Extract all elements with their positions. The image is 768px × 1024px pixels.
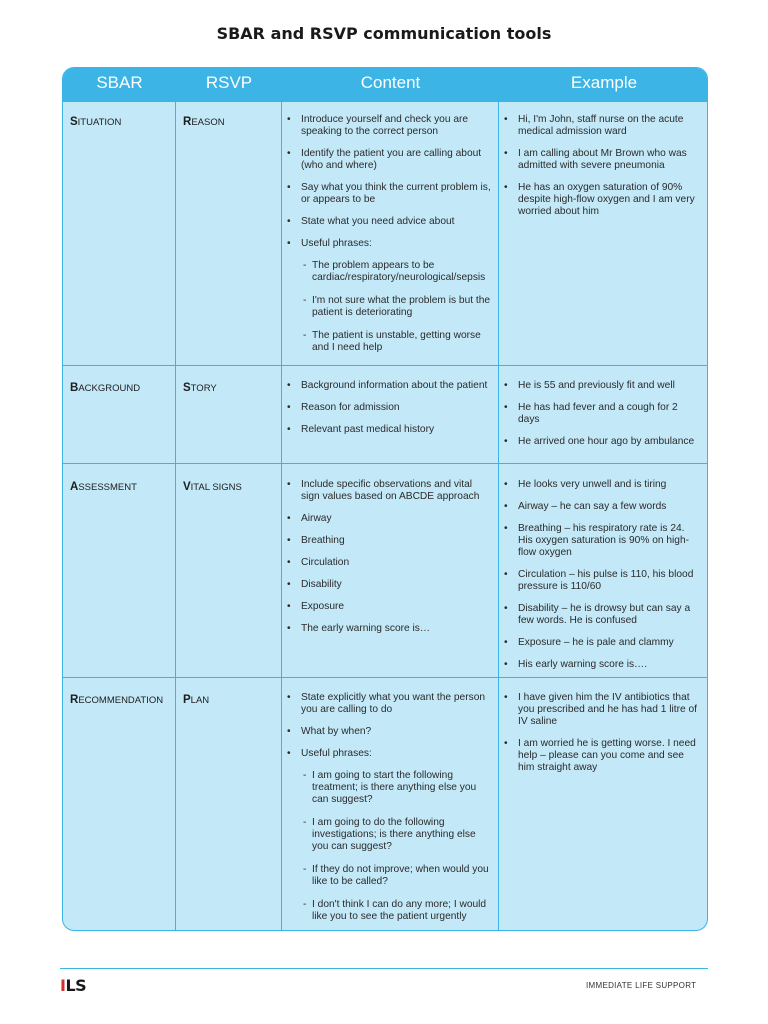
assessment-content — [285, 479, 491, 645]
list-subitem: - I'm not sure what the problem is but the patient is deteriorating — [285, 295, 491, 319]
list-item: • Useful phrases: — [285, 238, 491, 250]
list-item: • I have given him the IV antibiotics that you prescribed and he has had 1 litre of IV saline — [502, 692, 702, 728]
list-item: • State explicitly what you want the person you are calling to do — [285, 692, 491, 716]
rsvp-story-label: STORY — [183, 382, 217, 394]
sbar-background-label: BACKGROUND — [70, 382, 141, 394]
list-item: • Exposure – he is pale and clammy — [502, 637, 702, 649]
list-item: • Airway — [285, 513, 491, 525]
list-item: • He has had fever and a cough for 2 days — [502, 402, 702, 426]
list-item: • Introduce yourself and check you are speaking to the correct person — [285, 114, 491, 138]
list-item: • Include specific observations and vital sign values based on ABCDE approach — [285, 479, 491, 503]
column-divider — [281, 68, 282, 930]
list-item: • His early warning score is…. — [502, 659, 702, 671]
footer-text: IMMEDIATE LIFE SUPPORT — [586, 981, 697, 990]
header-sbar: SBAR — [96, 73, 143, 92]
page-title: SBAR and RSVP communication tools — [216, 24, 552, 43]
assessment-example — [502, 479, 702, 681]
list-item: • He looks very unwell and is tiring — [502, 479, 702, 491]
row-divider — [63, 365, 707, 366]
list-item: • State what you need advice about — [285, 216, 491, 228]
list-item: • Exposure — [285, 601, 491, 613]
sbar-rsvp-table — [62, 67, 708, 931]
background-content — [285, 380, 491, 446]
recommendation-example — [502, 692, 702, 784]
list-item: • The early warning score is… — [285, 623, 491, 635]
footer-divider — [60, 968, 708, 969]
list-item: • I am calling about Mr Brown who was admitted with severe pneumonia — [502, 148, 702, 172]
list-item: • Identify the patient you are calling about (who and where) — [285, 148, 491, 172]
list-item: • He arrived one hour ago by ambulance — [502, 436, 702, 448]
list-item: • What by when? — [285, 726, 491, 738]
background-example — [502, 380, 702, 458]
list-subitem: - I am going to do the following investigations; is there anything else you can suggest? — [285, 817, 491, 853]
situation-content — [285, 114, 491, 365]
list-subitem: - I am going to start the following treatment; is there anything else you can suggest? — [285, 770, 491, 806]
list-item: • He has an oxygen saturation of 90% despite high-flow oxygen and I am very worried about him — [502, 182, 702, 218]
list-item: • Reason for admission — [285, 402, 491, 414]
column-divider — [498, 68, 499, 930]
header-rsvp: RSVP — [205, 73, 253, 92]
list-subitem: - If they do not improve; when would you like to be called? — [285, 864, 491, 888]
table-header — [63, 68, 707, 102]
rsvp-plan-label: PLAN — [183, 694, 210, 706]
sbar-recommendation-label: RECOMMENDATION — [70, 694, 164, 706]
list-item: • Circulation – his pulse is 110, his blood pressure is 110/60 — [502, 569, 702, 593]
list-item: • He is 55 and previously fit and well — [502, 380, 702, 392]
rsvp-reason-label: REASON — [183, 116, 225, 128]
list-item: • Disability — [285, 579, 491, 591]
list-item: • Relevant past medical history — [285, 424, 491, 436]
sbar-assessment-label: ASSESSMENT — [70, 481, 137, 493]
ils-logo: ILS — [60, 976, 87, 995]
list-item: • Useful phrases: — [285, 748, 491, 760]
list-item: • Disability – he is drowsy but can say a few words. He is confused — [502, 603, 702, 627]
list-item: • Breathing – his respiratory rate is 24. His oxygen saturation is 90% on high-flow oxygen — [502, 523, 702, 559]
list-item: • Hi, I'm John, staff nurse on the acute medical admission ward — [502, 114, 702, 138]
rsvp-vital-signs-label: VITAL SIGNS — [183, 481, 242, 493]
column-divider — [175, 68, 176, 930]
row-divider — [63, 463, 707, 464]
list-subitem: - The patient is unstable, getting worse and I need help — [285, 330, 491, 354]
list-item: • I am worried he is getting worse. I need help – please can you come and see him straight away — [502, 738, 702, 774]
sbar-situation-label: SITUATION — [70, 116, 122, 128]
recommendation-content — [285, 692, 491, 931]
list-item: • Breathing — [285, 535, 491, 547]
list-item: • Background information about the patient — [285, 380, 491, 392]
list-subitem: - The problem appears to be cardiac/respiratory/neurological/sepsis — [285, 260, 491, 284]
situation-example — [502, 114, 702, 228]
list-subitem: - I don't think I can do any more; I would like you to see the patient urgently — [285, 899, 491, 923]
header-example: Example — [570, 73, 638, 92]
list-item: • Airway – he can say a few words — [502, 501, 702, 513]
header-content: Content — [360, 73, 421, 92]
list-item: • Circulation — [285, 557, 491, 569]
list-item: • Say what you think the current problem is, or appears to be — [285, 182, 491, 206]
